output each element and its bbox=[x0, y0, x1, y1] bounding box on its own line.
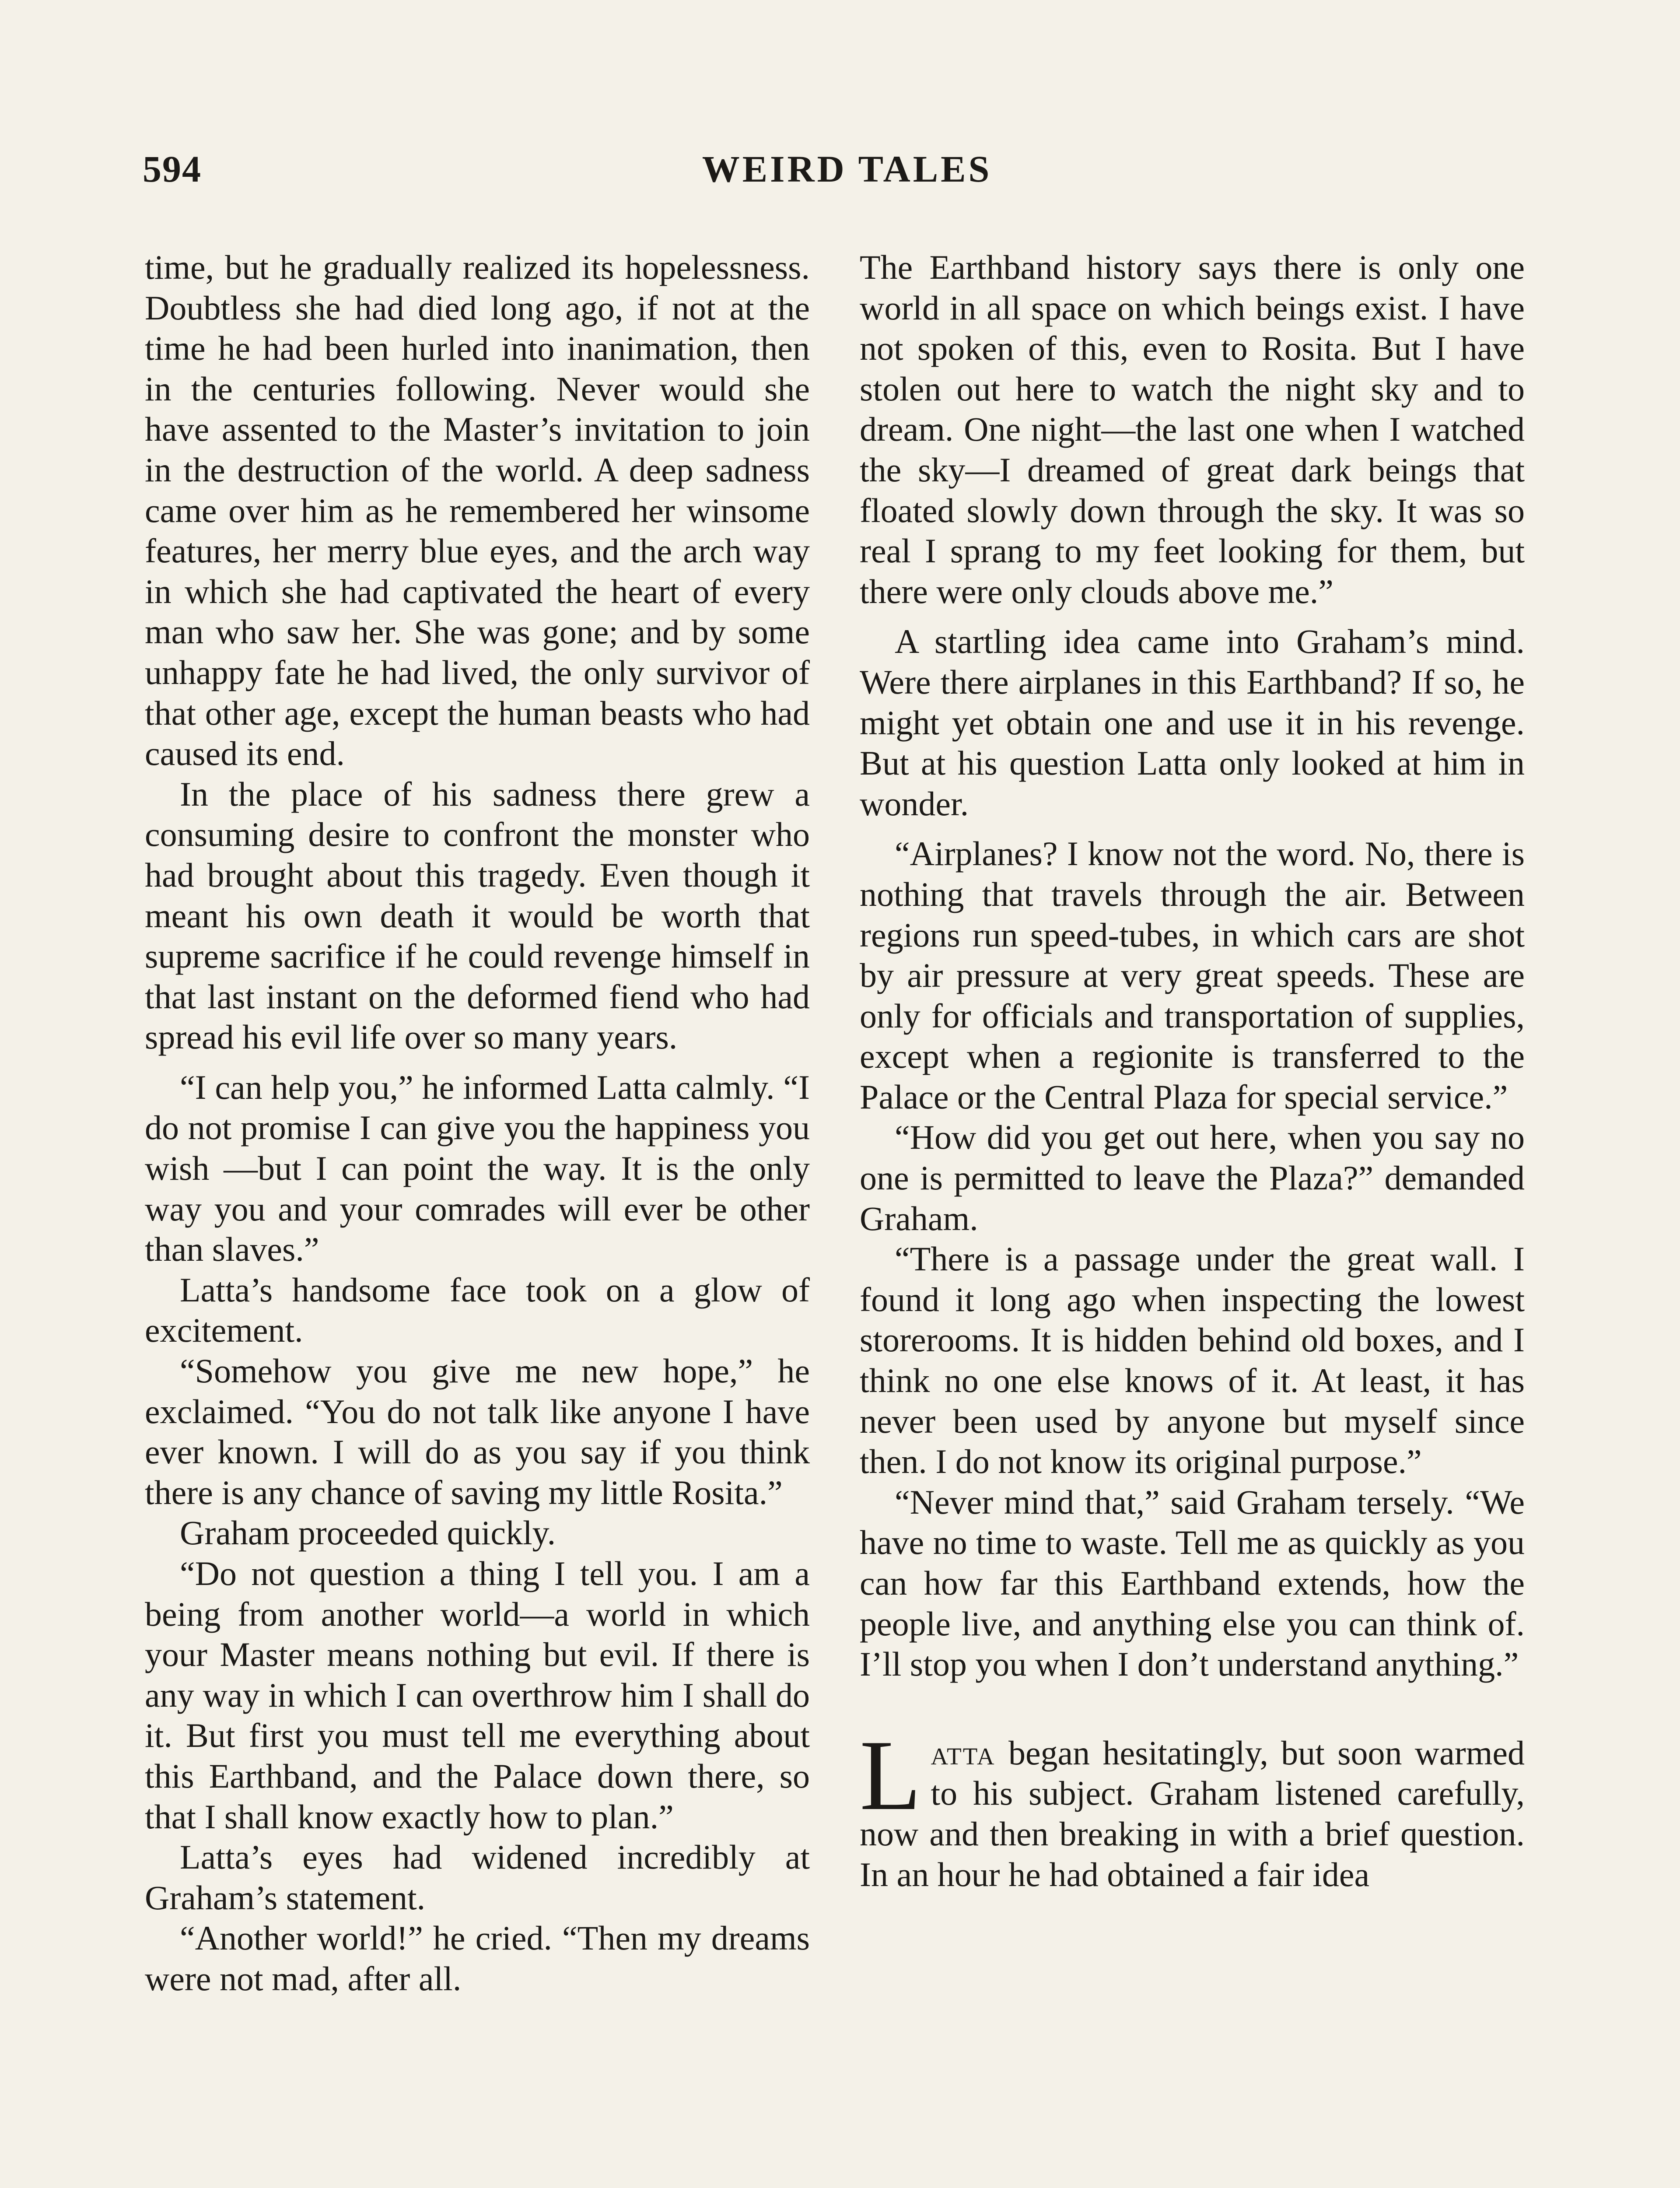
paragraph: “Never mind that,” said Graham tersely. “We have no time to waste. Tell me as quickly as you can how far this Earthband extends, how the people live, and anything else you can think of. I’ll stop you when I don’t understand anything.” bbox=[860, 1483, 1525, 1683]
small-caps-lead: atta bbox=[931, 1733, 996, 1772]
paragraph: Graham proceeded quickly. bbox=[180, 1514, 556, 1552]
paragraph: “Do not question a thing I tell you. I am a being from another world—a world in which your Master means nothing but evil. If there is any way in which I can overthrow him I shall do it. But first you must tell me everything about this Earthband, and the Palace down there, so that I shall know exactly how to plan.” bbox=[145, 1554, 810, 1836]
paragraph: “How did you get out here, when you say no one is permitted to leave the Plaza?” demanded Graham. bbox=[860, 1118, 1525, 1238]
paragraph: “Somehow you give me new hope,” he exclaimed. “You do not talk like anyone I have ever known. I will do as you say if you think there is any chance of saving my little Rosita.” bbox=[145, 1352, 810, 1511]
drop-cap: L bbox=[860, 1719, 921, 1831]
paragraph: “Another world!” he cried. “Then my dreams were not mad, after all. bbox=[145, 1919, 810, 1998]
paragraph: “I can help you,” he informed Latta calmly. “I do not promise I can give you the happiness you wish —but I can point the way. It is the only way you and your comrades will ever be other than slaves.” bbox=[145, 1068, 810, 1269]
paragraph: time, but he gradually realized its hopelessness. Doubtless she had died long ago, if not at the time he had been hurled into inanimation, then in the centuries following. Never would she have assented to the Master’s invitation to join in the destruction of the world. A deep sadness came over him as he remembered her winsome features, her merry blue eyes, and the arch way in which she had captivated the heart of every man who saw her. She was gone; and by some unhappy fate he had lived, the only survivor of that other age, except the human beasts who had caused its end. bbox=[145, 248, 810, 773]
paragraph: The Earthband history says there is only one world in all space on which beings exist. I have not spoken of this, even to Rosita. But I have stolen out here to watch the night sky and to dream. One night—the last one when I watched the sky—I dreamed of great dark beings that floated slowly down through the sky. It was so real I sprang to my feet looking for them, but there were only clouds above me.” bbox=[860, 248, 1525, 610]
left-column bbox=[145, 247, 810, 1999]
section-opening-paragraph bbox=[860, 1719, 1525, 1895]
running-head: WEIRD TALES bbox=[702, 148, 992, 190]
page-header bbox=[143, 147, 1534, 200]
paragraph: “There is a passage under the great wall. I found it long ago when inspecting the lowest storerooms. It is hidden behind old boxes, and I think no one else knows of it. At least, it has never been used by anyone but myself since then. I do not know its original purpose.” bbox=[860, 1240, 1525, 1481]
right-column bbox=[860, 247, 1525, 1895]
page-number: 594 bbox=[143, 148, 202, 190]
paragraph: In the place of his sadness there grew a consuming desire to confront the monster who had brought about this tragedy. Even though it meant his own death it would be worth that supreme sacrifice if he could revenge himself in that last instant on the deformed fiend who had spread his evil life over so many years. bbox=[145, 775, 810, 1056]
paragraph: A startling idea came into Graham’s mind. Were there airplanes in this Earthband? If so, he might yet obtain one and use it in his revenge. But at his question Latta only looked at him in wonder. bbox=[860, 622, 1525, 823]
paragraph: Latta’s handsome face took on a glow of excitement. bbox=[145, 1270, 810, 1350]
paragraph-text: began hesitatingly, but soon warmed to his subject. Graham listened carefully, now and then breaking in with a brief question. In an hour he had obtained a fair idea bbox=[860, 1733, 1525, 1893]
paragraph: Latta’s eyes had widened incredibly at Graham’s statement. bbox=[145, 1838, 810, 1917]
paragraph: “Airplanes? I know not the word. No, there is nothing that travels through the air. Between regions run speed-tubes, in which cars are shot by air pressure at very great speeds. These are only for officials and transportation of supplies, except when a regionite is transferred to the Palace or the Central Plaza for special service.” bbox=[860, 835, 1525, 1116]
